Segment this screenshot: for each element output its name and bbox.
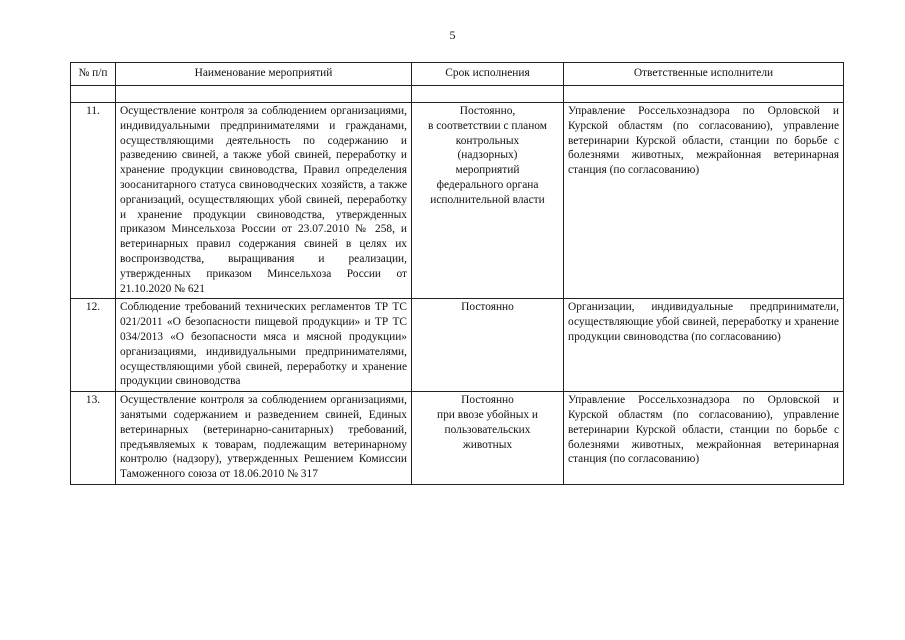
measure-name: Соблюдение требований технических регламентов ТР ТС 021/2011 «О безопасности пищевой продукции» и ТР ТС 034/2013 «О безопасности мяса и мясной продукции» организациями, индивидуальными предпринимателями, осуществляющими убой свиней, переработку и хранение продукции свиноводства [116, 299, 412, 392]
term-line: при ввозе убойных и [436, 408, 539, 421]
term-line: исполнительной власти [430, 193, 545, 206]
measure-name: Осуществление контроля за соблюдением организациями, индивидуальными предпринимателями и гражданами, осуществляющими деятельность по содержанию и разведению свиней, а также убой свиней, переработку и хранение продукции свиноводства, Правил определения зоосанитарного статуса свиноводческих хозяйств, а также организаций, осуществляющих убой свиней, переработку и хранение продукции свиноводства, утвержденных приказом Минсельхоза России от 23.07.2010 № 258, и ветеринарных правил содержания свиней в целях их воспроизводства, выращивания и реализации, утвержденных приказом Минсельхоза России от 21.10.2020 № 621 [116, 103, 412, 299]
measures-table [70, 62, 844, 485]
spacer-cell [564, 86, 844, 103]
row-number: 11. [71, 103, 116, 299]
header-name: Наименование мероприятий [116, 63, 412, 86]
table-header-row [71, 63, 844, 86]
row-number: 12. [71, 299, 116, 392]
term-line: контрольных [455, 134, 520, 147]
spacer-cell [116, 86, 412, 103]
term-line: пользовательских [444, 423, 531, 436]
page-number: 5 [449, 28, 456, 42]
header-term: Срок исполнения [412, 63, 564, 86]
table-row [71, 103, 844, 299]
spacer-cell [71, 86, 116, 103]
term-cell [412, 392, 564, 485]
table-row [71, 299, 844, 392]
term-line: Постоянно [461, 394, 514, 407]
responsible-cell: Управление Россельхознадзора по Орловской и Курской областям (по согласованию), управление ветеринарии Курской области, станции по борьбе с болезнями животных, межрайонная ветеринарная станция (по согласованию) [564, 392, 844, 485]
spacer-row [71, 86, 844, 103]
term-line: (надзорных) [457, 149, 518, 162]
header-responsible: Ответственные исполнители [564, 63, 844, 86]
term-line: животных [462, 438, 513, 451]
header-num: № п/п [71, 63, 116, 86]
term-line: в соответствии с планом [428, 119, 547, 132]
responsible-cell: Организации, индивидуальные предприниматели, осуществляющие убой свиней, переработку и хранение продукции свиноводства (по согласованию) [564, 299, 844, 392]
spacer-cell [412, 86, 564, 103]
term-line: Постоянно, [459, 105, 516, 117]
responsible-cell: Управление Россельхознадзора по Орловской и Курской областям (по согласованию), управление ветеринарии Курской области, станции по борьбе с болезнями животных, межрайонная ветеринарная станция (по согласованию) [564, 103, 844, 299]
table-row [71, 392, 844, 485]
term-cell [412, 299, 564, 392]
term-line: Постоянно [461, 301, 514, 314]
row-number: 13. [71, 392, 116, 485]
term-line: федерального органа [436, 178, 539, 191]
measure-name: Осуществление контроля за соблюдением организациями, занятыми содержанием и разведением свиней, Единых ветеринарных (ветеринарно-санитарных) требований, предъявляемых к товарам, подлежащим ветеринарному контролю (надзору), утвержденных Решением Комиссии Таможенного союза от 18.06.2010 № 317 [116, 392, 412, 485]
term-cell [412, 103, 564, 299]
term-line: мероприятий [455, 164, 520, 177]
